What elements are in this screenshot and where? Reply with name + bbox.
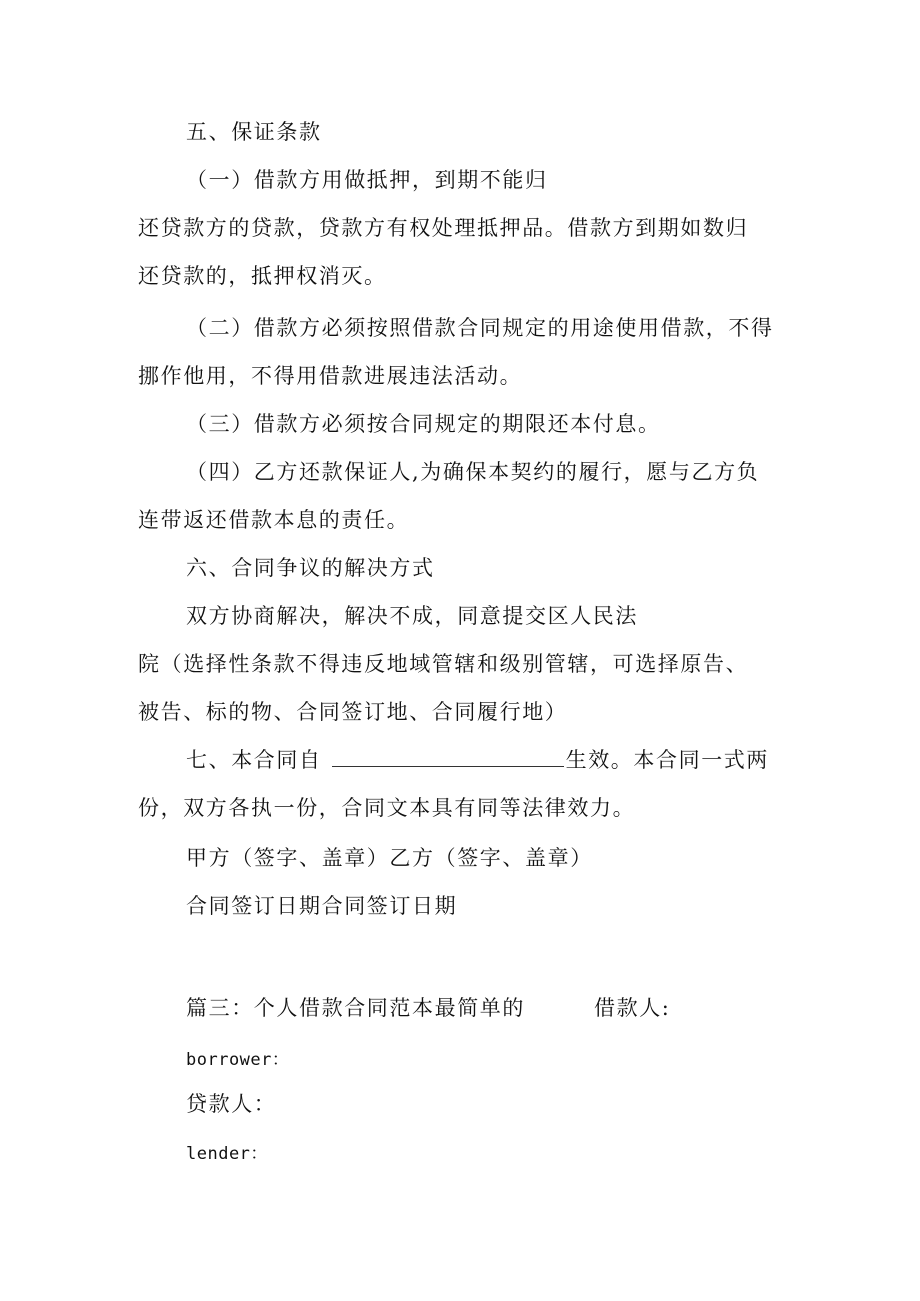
clause-4-line-2: 连带返还借款本息的责任。: [138, 508, 410, 532]
clause-2-line-1: （二）借款方必须按照借款合同规定的用途使用借款，不得: [186, 316, 774, 340]
section-5-heading: 五、保证条款: [186, 120, 322, 144]
clause-4-line-1: （四）乙方还款保证人,为确保本契约的履行，愿与乙方负: [186, 460, 760, 484]
lender-label-en: lender：: [186, 1144, 268, 1164]
section-6-line-2: 院（选择性条款不得违反地域管辖和级别管辖，可选择原告、: [138, 652, 749, 676]
section-7-prefix: 七、本合同自: [186, 748, 322, 772]
borrower-label-cn: 借款人:: [594, 996, 671, 1020]
clause-1-line-1: （一）借款方用做抵押，到期不能归: [186, 168, 548, 192]
part-3-title: 篇三：个人借款合同范本最简单的: [186, 996, 525, 1020]
clause-2-line-2: 挪作他用，不得用借款进展违法活动。: [138, 364, 523, 388]
section-7-suffix: 生效。本合同一式两: [565, 748, 770, 772]
clause-1-line-2: 还贷款方的贷款，贷款方有权处理抵押品。借款方到期如数归: [138, 216, 749, 240]
section-6-line-1: 双方协商解决，解决不成，同意提交区人民法: [186, 604, 638, 628]
signature-line: 甲方（签字、盖章）乙方（签字、盖章）: [186, 846, 593, 870]
section-7-line-1: [186, 746, 769, 774]
borrower-label-en: borrower：: [186, 1050, 290, 1070]
signing-date-line: 合同签订日期合同签订日期: [186, 894, 458, 918]
lender-label-cn: 贷款人：: [186, 1092, 277, 1116]
clause-3: （三）借款方必须按合同规定的期限还本付息。: [186, 412, 661, 436]
section-6-line-3: 被告、标的物、合同签订地、合同履行地）: [138, 700, 568, 724]
section-7-line-2: 份，双方各执一份，合同文本具有同等法律效力。: [138, 796, 636, 820]
clause-1-line-3: 还贷款的，抵押权消灭。: [138, 264, 387, 288]
effective-date-blank: [332, 746, 564, 767]
section-6-heading: 六、合同争议的解决方式: [186, 556, 435, 580]
